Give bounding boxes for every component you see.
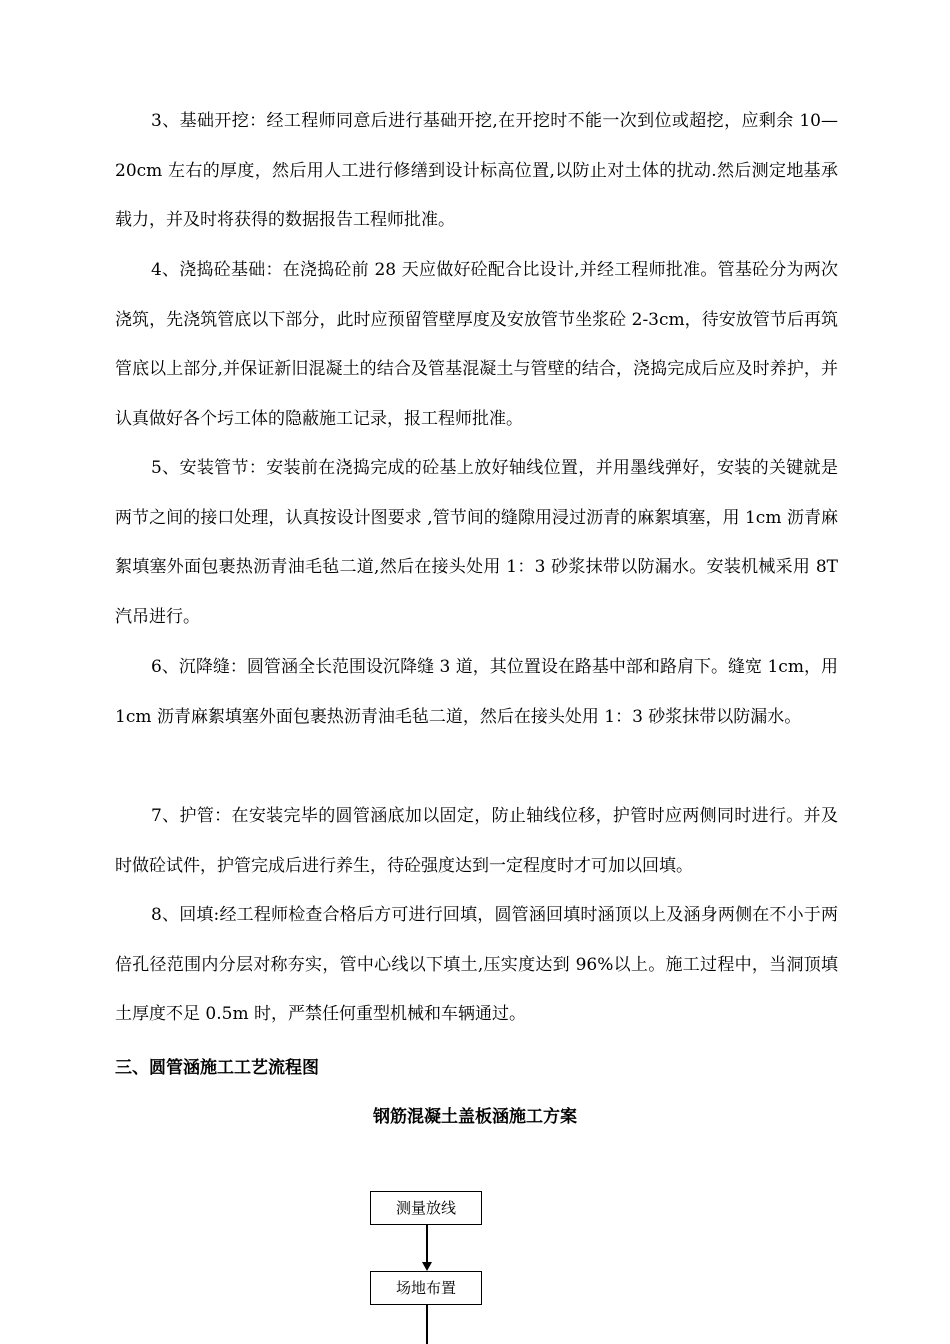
document-title: 钢筋混凝土盖板涵施工方案 [373, 1107, 577, 1127]
paragraph-concrete-foundation: 4、浇捣砼基础：在浇捣砼前 28 天应做好砼配合比设计,并经工程师批准。管基砼分为两次浇筑，先浇筑管底以下部分，此时应预留管壁厚度及安放管节坐浆砼 2-3cm，待安放管节后再筑管底以上部分,并保证新旧混凝土的结合及管基混凝土与管壁的结合，浇捣完成后应及时养护，并认真做好各个圬工体的隐蔽施工记录，报工程师批准。 [115, 260, 838, 429]
section-heading: 三、圆管涵施工工艺流程图 [115, 1058, 319, 1078]
paragraph-settlement-joint: 6、沉降缝：圆管涵全长范围设沉降缝 3 道，其位置设在路基中部和路肩下。缝宽 1cm，用 1cm 沥青麻絮填塞外面包裹热沥青油毛毡二道，然后在接头处用 1：3 砂浆抹带以防漏水。 [115, 657, 838, 727]
paragraph-pipe-protection: 7、护管：在安装完毕的圆管涵底加以固定，防止轴线位移，护管时应两侧同时进行。并及时做砼试件，护管完成后进行养生，待砼强度达到一定程度时才可加以回填。 [115, 806, 838, 876]
flow-connector [426, 1305, 428, 1344]
arrow-down-icon [422, 1262, 432, 1271]
flow-step-site-layout: 场地布置 [370, 1271, 482, 1305]
paragraph-backfill: 8、回填:经工程师检查合格后方可进行回填，圆管涵回填时涵顶以上及涵身两侧在不小于两倍孔径范围内分层对称夯实，管中心线以下填土,压实度达到 96%以上。施工过程中，当洞顶填土厚度不足 0.5m 时，严禁任何重型机械和车辆通过。 [115, 905, 838, 1024]
paragraph-pipe-installation: 5、安装管节：安装前在浇捣完成的砼基上放好轴线位置，并用墨线弹好，安装的关键就是两节之间的接口处理，认真按设计图要求 ,管节间的缝隙用浸过沥青的麻絮填塞，用 1cm 沥青麻絮填塞外面包裹热沥青油毛毡二道,然后在接头处用 1：3 砂浆抹带以防漏水。安装机械采用 8T 汽吊进行。 [115, 458, 838, 627]
flow-step-survey: 测量放线 [370, 1191, 482, 1225]
paragraph-excavation: 3、基础开挖：经工程师同意后进行基础开挖,在开挖时不能一次到位或超挖，应剩余 10—20cm 左右的厚度，然后用人工进行修缮到设计标高位置,以防止对土体的扰动.然后测定地基承载力，并及时将获得的数据报告工程师批准。 [115, 111, 838, 230]
flow-connector [426, 1225, 428, 1262]
